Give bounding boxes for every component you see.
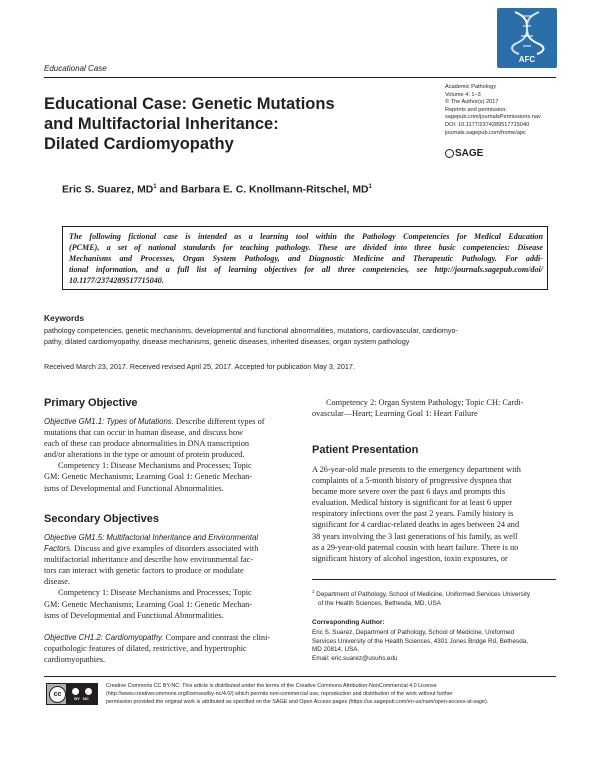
- body-line: complaints of a 5-month history of progressive dyspnea that: [312, 476, 512, 486]
- patient-presentation-text: [312, 464, 557, 564]
- objective-label: Objective GM1.1: Types of Mutations.: [44, 417, 174, 426]
- journal-name: Academic Pathology: [445, 84, 496, 90]
- competency-text: ovascular—Heart; Learning Goal 1: Heart Failure: [312, 409, 478, 419]
- objective-gm11: [44, 416, 299, 494]
- secondary-objectives-heading: Secondary Objectives: [44, 513, 159, 525]
- abstract-line: The following fictional case is intended as a learning tool within the Pathology Competencies for Medical Education: [69, 232, 543, 241]
- body-line: as a 29-year-old paternal cousin with heart failure. There is no: [312, 542, 519, 552]
- logo-text: AFC: [518, 55, 536, 64]
- cc-by-nc-badge[interactable]: [46, 683, 98, 705]
- body-line: evaluation. Medical history is significant for at least 6 upper: [312, 498, 512, 508]
- abstract-line: Mechanisms and Processes, Organ System Pathology, and Diagnostic Medicine and Therapeutic Pathology. For addi-: [69, 254, 543, 263]
- section-label: Educational Case: [44, 64, 107, 73]
- competency-text: isms of Developmental and Functional Abnormalities.: [44, 483, 224, 493]
- footnote-rule: [312, 579, 556, 580]
- abstract-text: [69, 231, 543, 286]
- by-icon: [72, 688, 79, 695]
- objective-label: Factors.: [44, 544, 73, 554]
- journal-permissions-link[interactable]: sagepub.com/journalsPermissions.nav: [445, 114, 541, 121]
- sage-mark-icon: [445, 149, 454, 158]
- abstract-line[interactable]: 10.1177/2374289517715040.: [69, 276, 164, 285]
- header-rule: [44, 77, 556, 78]
- objective-text: cardiomyopathies.: [44, 655, 106, 665]
- patient-presentation-heading: Patient Presentation: [312, 444, 419, 456]
- sage-logo-text: SAGE: [455, 148, 484, 159]
- cc-icon: cc: [49, 686, 66, 703]
- cc-attribution-icons: [66, 684, 97, 704]
- article-title: [44, 94, 374, 154]
- keywords-list: [44, 325, 556, 347]
- corresponding-author-details: [312, 629, 528, 663]
- abstract-line[interactable]: tional information, and a full list of learning objectives for all three competencies, see http://journals.sagepub.com/doi/: [69, 265, 543, 274]
- title-line: and Multifactorial Inheritance:: [44, 115, 279, 133]
- sage-logo: [445, 148, 483, 159]
- competency-continued: [312, 397, 557, 419]
- objective-text: Discuss and give examples of disorders associated with: [72, 544, 259, 554]
- author-list: [62, 184, 372, 195]
- objective-text: Describe different types of: [173, 417, 265, 426]
- journal-doi[interactable]: DOI: 10.1177/2374289517715040: [445, 121, 530, 128]
- abstract-line: (PCME), a set of national standards for teaching pathology. These are divided into three basic competencies: Disease: [69, 243, 543, 252]
- competency-text: Competency 2: Organ System Pathology; Topic CH: Cardi-: [326, 398, 524, 407]
- license-line[interactable]: permission provided the original work is attributed as specified on the SAGE and Open Access pages (https://us.sagepub.com/en-us/nam/open-access-at-sage).: [106, 699, 489, 705]
- body-line: significant history of alcohol ingestion, toxin exposures, or: [312, 553, 508, 563]
- objective-ch12: [44, 632, 299, 665]
- objective-text: tors can interact with genetic factors to produce or modulate: [44, 566, 244, 576]
- competency-text: Competency 1: Disease Mechanisms and Processes; Topic: [58, 588, 252, 598]
- competency-text: isms of Developmental and Functional Abnormalities.: [44, 610, 224, 620]
- keywords-heading: Keywords: [44, 313, 85, 323]
- body-line: became more severe over the past 6 days and prompts this: [312, 487, 506, 497]
- dna-helix-icon: [497, 8, 557, 56]
- author-name: Eric S. Suarez, MD: [62, 184, 154, 196]
- affiliation-footnote: [312, 588, 530, 608]
- objective-text: copathologic features of dilated, restrictive, and hypertrophic: [44, 644, 247, 654]
- journal-volume: Volume 4: 1–3: [445, 91, 481, 98]
- affiliation-marker: 1: [368, 184, 372, 190]
- received-dates: Received March 23, 2017. Received revised April 25, 2017. Accepted for publication May 3, 2017.: [44, 362, 355, 371]
- objective-text: Compare and contrast the clini-: [163, 633, 271, 642]
- keywords-line: pathology competencies, genetic mechanisms, developmental and functional abnormalities, mutations, cardiovascular, cardiomyo-: [44, 326, 458, 335]
- license-text: [106, 682, 488, 706]
- license-rule: [44, 676, 556, 677]
- corresponding-line: Eric S. Suarez, Department of Pathology, School of Medicine, Uniformed: [312, 629, 515, 636]
- body-line: A 26-year-old male presents to the emergency department with: [312, 465, 521, 474]
- journal-copyright: © The Author(s) 2017: [445, 99, 499, 106]
- affiliation-marker: 1: [153, 184, 157, 190]
- competency-text: GM: Genetic Mechanisms; Learning Goal 1: Genetic Mechan-: [44, 472, 253, 482]
- objective-label: Objective CH1.2: Cardiomyopathy.: [44, 633, 164, 642]
- objective-text: disease.: [44, 577, 71, 587]
- competency-text: GM: Genetic Mechanisms; Learning Goal 1: Genetic Mechan-: [44, 599, 253, 609]
- body-line: significant for 4 cardiac-related deaths in ages between 24 and: [312, 520, 520, 530]
- affiliation-text: of the Health Sciences, Bethesda, MD, USA: [318, 599, 441, 607]
- corresponding-email[interactable]: Email: eric.suarez@usuhs.edu: [312, 654, 398, 662]
- journal-info: [445, 84, 541, 137]
- objective-text: each of these can produce abnormalities in DNA transcription: [44, 439, 250, 449]
- corresponding-line: Services University of the Health Sciences, 4301 Jones Bridge Rd, Bethesda,: [312, 637, 528, 645]
- body-line: respiratory infections over the past 2 years. Family history is: [312, 509, 514, 519]
- license-line: Creative Commons CC BY-NC: This article is distributed under the terms of the Creative Commons Attribution-NonCommercial 4.0 License: [106, 683, 437, 689]
- journal-logo: [497, 8, 557, 68]
- nc-icon: [85, 688, 92, 695]
- keywords-line: pathy, dilated cardiomyopathy, disease mechanisms, genetic diseases, inherited diseases, organ system pathology: [44, 337, 410, 346]
- journal-homepage-link[interactable]: journals.sagepub.com/home/apc: [445, 129, 526, 136]
- corresponding-line: MD 20814, USA.: [312, 646, 360, 653]
- license-line[interactable]: (http://www.creativecommons.org/licenses/by-nc/4.0/) which permits non-commercial use, reproduction and distribution of the work without further: [106, 691, 453, 697]
- objective-text: and/or alterations in the type or amount of protein produced.: [44, 450, 245, 460]
- objective-gm15: [44, 532, 299, 621]
- journal-reprints: Reprints and permission:: [445, 106, 507, 113]
- author-name: Barbara E. C. Knollmann-Ritschel, MD: [180, 184, 369, 196]
- body-line: 38 years involving the 3 last generations of his family, as well: [312, 531, 518, 541]
- objective-label: Objective GM1.5: Multifactorial Inheritance and Environmental: [44, 533, 259, 542]
- title-line: Educational Case: Genetic Mutations: [44, 95, 335, 113]
- title-line: Dilated Cardiomyopathy: [44, 135, 234, 153]
- cc-badge-label: BY NC: [74, 695, 89, 701]
- author-connector: and: [156, 184, 181, 196]
- objective-text: multifactorial inheritance and describe how environmental fac-: [44, 555, 254, 565]
- corresponding-author-heading: Corresponding Author:: [312, 619, 385, 626]
- affiliation-text: Department of Pathology, School of Medicine, Uniformed Services University: [314, 591, 530, 599]
- competency-text: Competency 1: Disease Mechanisms and Processes; Topic: [58, 461, 252, 471]
- objective-text: mutations that can occur in human disease, and discuss how: [44, 428, 244, 438]
- primary-objective-heading: Primary Objective: [44, 397, 138, 409]
- affiliation-marker: 1: [312, 589, 315, 594]
